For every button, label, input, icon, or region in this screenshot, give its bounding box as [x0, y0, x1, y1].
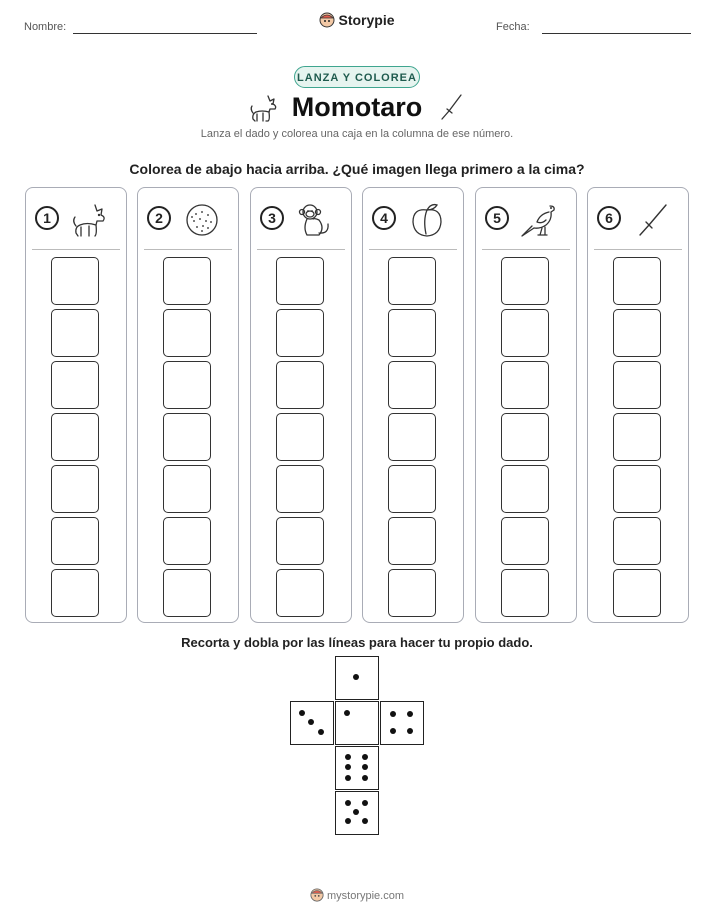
column-divider [369, 249, 457, 250]
color-box[interactable] [276, 361, 324, 409]
pip [407, 711, 413, 717]
pip [362, 764, 368, 770]
name-label: Nombre: [24, 21, 67, 33]
pip [390, 711, 396, 717]
color-box[interactable] [276, 257, 324, 305]
color-box[interactable] [276, 309, 324, 357]
column-4 [362, 187, 464, 623]
color-box[interactable] [163, 361, 211, 409]
color-box[interactable] [388, 569, 436, 617]
sword-icon [437, 92, 465, 122]
color-box[interactable] [163, 517, 211, 565]
color-box[interactable] [163, 413, 211, 461]
instruction: Colorea de abajo hacia arriba. ¿Qué imagen llega primero a la cima? [129, 161, 585, 177]
peach-icon [407, 200, 447, 240]
color-box[interactable] [51, 569, 99, 617]
pheasant-icon [520, 200, 560, 240]
column-divider [144, 249, 232, 250]
die-net [290, 656, 424, 836]
date-line[interactable] [542, 33, 691, 34]
column-2 [137, 187, 239, 623]
brand-header [0, 12, 714, 28]
pip [353, 674, 359, 680]
column-divider [257, 249, 345, 250]
pip [345, 754, 351, 760]
dog-icon [70, 200, 110, 240]
column-number: 5 [485, 206, 509, 230]
color-box[interactable] [613, 309, 661, 357]
color-box[interactable] [388, 413, 436, 461]
pip [390, 728, 396, 734]
die-face-5 [335, 791, 379, 835]
die-face-6 [335, 746, 379, 790]
column-number: 4 [372, 206, 396, 230]
column-number: 6 [597, 206, 621, 230]
pip [345, 818, 351, 824]
color-box[interactable] [501, 413, 549, 461]
color-box[interactable] [51, 413, 99, 461]
color-box[interactable] [613, 569, 661, 617]
die-face-4 [380, 701, 424, 745]
color-box[interactable] [163, 309, 211, 357]
pip [407, 728, 413, 734]
monkey-icon [295, 200, 335, 240]
pip [345, 764, 351, 770]
color-box[interactable] [163, 257, 211, 305]
subtitle: Lanza el dado y colorea una caja en la columna de ese número. [200, 128, 514, 140]
die-face-1 [335, 701, 379, 745]
cut-instruction: Recorta y dobla por las líneas para hacer tu propio dado. [181, 635, 533, 650]
column-number: 2 [147, 206, 171, 230]
color-box[interactable] [388, 361, 436, 409]
footer-url[interactable]: mystorypie.com [326, 890, 405, 902]
color-box[interactable] [388, 309, 436, 357]
die-face-3 [290, 701, 334, 745]
pip [362, 800, 368, 806]
die-face-1 [335, 656, 379, 700]
color-box[interactable] [388, 465, 436, 513]
millet-dumpling-icon [182, 200, 222, 240]
color-box[interactable] [388, 257, 436, 305]
color-box[interactable] [276, 569, 324, 617]
pip [299, 710, 305, 716]
column-number: 1 [35, 206, 59, 230]
column-1 [25, 187, 127, 623]
color-box[interactable] [613, 257, 661, 305]
pip [318, 729, 324, 735]
storypie-logo-icon [310, 888, 324, 902]
brand-name: Storypie [338, 12, 395, 28]
pip [362, 818, 368, 824]
color-box[interactable] [51, 361, 99, 409]
color-box[interactable] [501, 361, 549, 409]
color-box[interactable] [276, 413, 324, 461]
color-box[interactable] [51, 257, 99, 305]
column-number: 3 [260, 206, 284, 230]
pip [362, 775, 368, 781]
page-title: Momotaro [291, 92, 423, 122]
color-box[interactable] [613, 361, 661, 409]
column-6 [587, 187, 689, 623]
color-box[interactable] [613, 413, 661, 461]
color-box[interactable] [276, 465, 324, 513]
name-line[interactable] [73, 33, 257, 34]
color-box[interactable] [163, 465, 211, 513]
color-box[interactable] [501, 465, 549, 513]
column-divider [482, 249, 570, 250]
sword-icon [632, 200, 672, 240]
color-box[interactable] [388, 517, 436, 565]
color-box[interactable] [501, 569, 549, 617]
color-box[interactable] [51, 465, 99, 513]
column-3 [250, 187, 352, 623]
color-box[interactable] [501, 517, 549, 565]
color-box[interactable] [276, 517, 324, 565]
column-divider [594, 249, 682, 250]
color-box[interactable] [163, 569, 211, 617]
footer [0, 888, 714, 902]
color-box[interactable] [613, 517, 661, 565]
pip [344, 710, 350, 716]
column-divider [32, 249, 120, 250]
color-box[interactable] [501, 309, 549, 357]
storypie-logo-icon [319, 12, 335, 28]
pip [362, 754, 368, 760]
pip [345, 800, 351, 806]
column-5 [475, 187, 577, 623]
pip [353, 809, 359, 815]
pip [345, 775, 351, 781]
pip [308, 719, 314, 725]
color-box[interactable] [501, 257, 549, 305]
color-box[interactable] [51, 309, 99, 357]
color-box[interactable] [613, 465, 661, 513]
date-label: Fecha: [496, 21, 530, 33]
color-box[interactable] [51, 517, 99, 565]
activity-badge: LANZA Y COLOREA [294, 66, 420, 88]
